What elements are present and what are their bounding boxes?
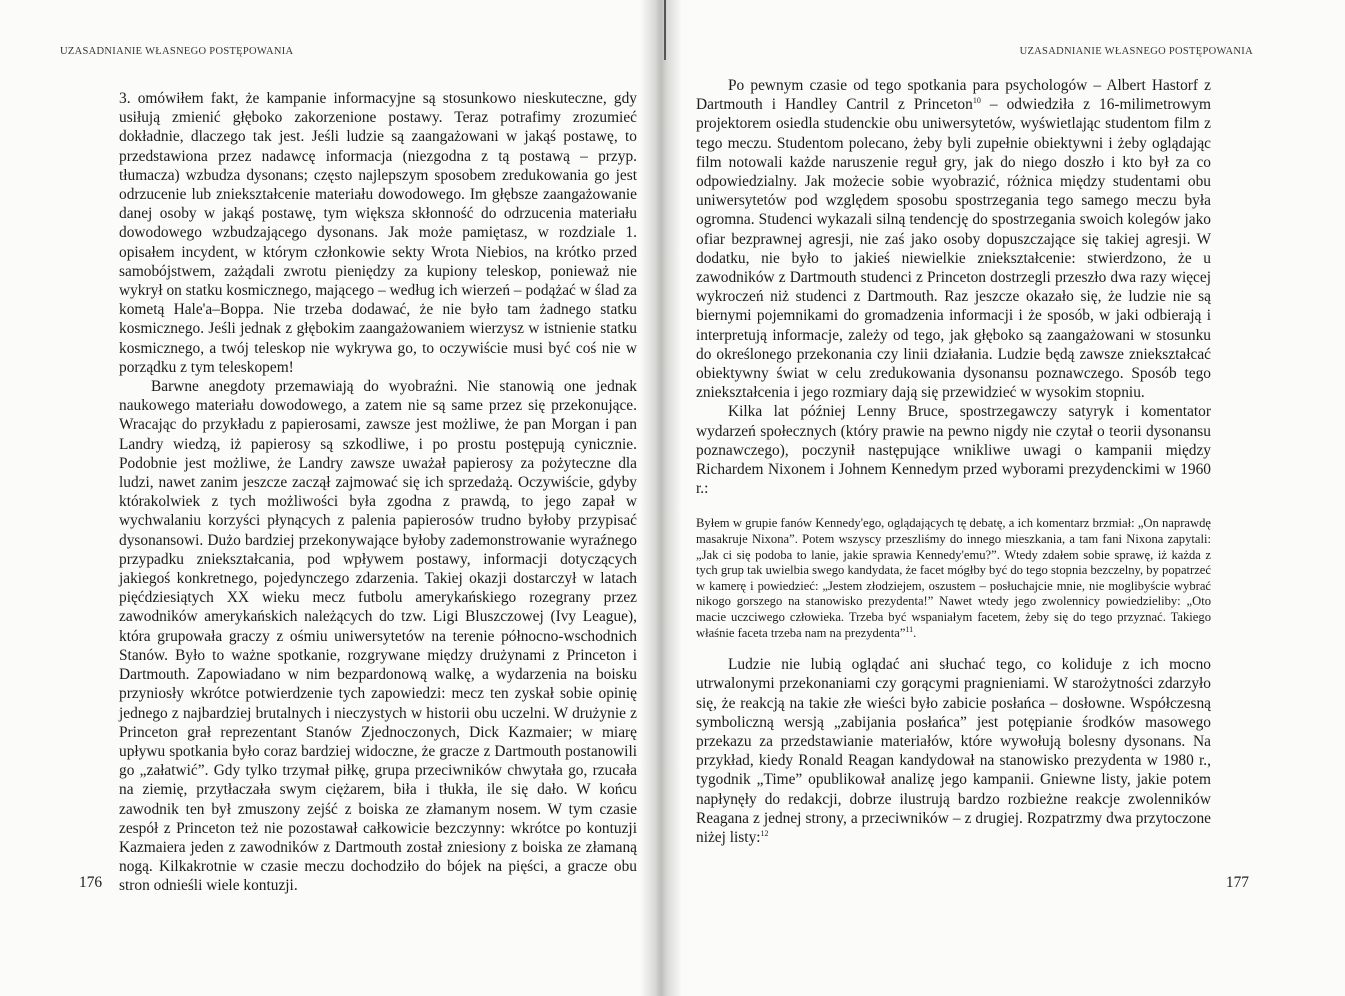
page-number-left: 176 [79,874,103,891]
quote-text: Byłem w grupie fanów Kennedy'ego, oglądających tę debatę, a ich komentarz brzmiał: „On naprawdę masakruje Nixona”. Potem wszyscy przeszliśmy do innego mieszkania, a tam fani Nixona zapytali: „Jak ci się podoba to lanie, jakie sprawia Kennedy'emu?”. Wtedy zdałem sobie sprawę, iż każda z tych grup tak uwielbia swego kandydata, że facet mógłby być do tego stopnia bezczelny, by popatrzeć w kamerę i powiedzieć: „Jestem złodziejem, oszustem – posłuchajcie mnie, nie moglibyście wybrać nikogo gorszego na stanowisko prezydenta!” Nawet wtedy jego zwolennicy powiedzieliby: „Oto macie uczciwego człowieka. Trzeba być wspaniałym facetem, żeby się do tego przyznać. Takiego właśnie faceta trzeba nam na prezydenta” [696,516,1211,640]
page-number-right: 177 [1225,874,1249,891]
paragraph [696,655,1211,847]
paragraph: 3. omówiłem fakt, że kampanie informacyjne są stosunkowo nieskuteczne, gdy usiłują zmienić głęboko zakorzenione postawy. Teraz potrafimy zrozumieć dokładnie, dlaczego tak jest. Jeśli ludzie są zaangażowani w jakąś postawę, to przedstawiona przez nadawcę informacja (niezgodna z tą postawą – przyp. tłumacza) wzbudza dysonans; często najlepszym sposobem zredukowania go jest odrzucenie lub zniekształcenie materiału dowodowego. Im głębsze zaangażowanie danej osoby w jakąś postawę, tym większa skłonność do odrzucenia materiału dowodowego wzbudzającego dysonans. Jak może pamiętasz, w rozdziale 1. opisałem incydent, w którym członkowie sekty Wrota Niebios, na krótko przed samobójstwem, zażądali zwrotu pieniędzy za kupiony teleskop, ponieważ nie wykrył on statku kosmicznego, mającego – według ich wierzeń – podążać w ślad za kometą Hale'a–Boppa. Nie trzeba dodawać, że nie było tam żadnego statku kosmicznego. Jeśli jednak z głębokim zaangażowaniem wierzysz w istnienie statku kosmicznego, a twój teleskop nie wykrywa go, to oczywiście musi być coś nie w porządku z tym teleskopem! [119,90,637,376]
gutter-mark [664,0,666,60]
quote-paragraph [696,516,1211,641]
book-gutter [640,0,682,996]
right-page-body [696,76,1211,847]
block-quote [696,516,1211,641]
running-header-left: UZASADNIANIE WŁASNEGO POSTĘPOWANIA [60,46,294,57]
paragraph-text: – odwiedziła z 16-milimetrowym projektorem osiedla studenckie obu uniwersytetów, wyświetlając studentom film z tego meczu. Studentom polecano, żeby byli zupełnie obiektywni i żeby oglądając film notowali każde naruszenie reguł gry, jak do niego doszło i kto był za co odpowiedzialny. Jak możecie sobie wyobrazić, różnica między studentami obu uniwersytetów pod względem sposobu spostrzegania tego samego meczu była ogromna. Studenci wykazali silną tendencję do spostrzegania swoich kolegów jako ofiar bezprawnej agresji, nie zaś jako osoby dopuszczające się takiej agresji. W dodatku, nie było to jakieś niewielkie zniekształcenie: stwierdzono, że u zawodników z Dartmouth studenci z Princeton dostrzegli przeszło dwa razy więcej wykroczeń niż studenci z Dartmouth. Raz jeszcze okazało się, że ludzie nie są biernymi pojemnikami do gromadzenia informacji i że sposób, w jaki odbierają i interpretują informacje, zależy od tego, jak głęboko są zaangażowani w stosunku do określonego przekonania czy linii działania. Ludzie będą zawsze zniekształcać obiektywny świat w celu zredukowania dysonansu poznawczego. Sposób tego zniekształcenia i jego rozmiary dają się przewidzieć w wysokim stopniu. [696,96,1211,402]
footnote-ref: 11 [905,624,914,634]
quote-end: . [913,625,917,640]
right-page [660,0,1345,996]
left-page [0,0,660,996]
left-page-body [119,89,637,896]
footnote-ref: 12 [760,828,769,838]
paragraph-text: Po pewnym czasie od tego spotkania para psychologów – Albert Hastorf z Dartmouth i Handley Cantril z Princeton [696,77,1211,114]
paragraph [696,76,1211,402]
paragraph: Kilka lat później Lenny Bruce, spostrzegawczy satyryk i komentator wydarzeń społecznych (który prawie na pewno nigdy nie czytał o teorii dysonansu poznawczego), poczynił następujące wnikliwe uwagi o kampanii między Richardem Nixonem i Johnem Kennedym przed wyborami prezydenckimi w 1960 r.: [696,403,1211,498]
footnote-ref: 10 [972,96,981,106]
paragraph-text: Ludzie nie lubią oglądać ani słuchać tego, co koliduje z ich mocno utrwalonymi przekonaniami czy gorącymi pragnieniami. W starożytności zdarzyło się, że reakcją na takie złe wieści było zabicie posłańca – dosłowne. Współczesną symboliczną wersją „zabijania posłańca” jest potępianie środków masowego przekazu za przedstawianie materiałów, które wywołują bolesny dysonans. Na przykład, kiedy Ronald Reagan kandydował na stanowisko prezydenta w 1980 r., tygodnik „Time” opublikował analizę jego kampanii. Gniewne listy, jakie potem napłynęły do redakcji, dobrze ilustrują bardzo rozbieżne reakcje zwolenników Reagana z jednej strony, a przeciwników – z drugiej. Rozpatrzmy dwa przytoczone niżej listy: [696,656,1211,847]
running-header-right: UZASADNIANIE WŁASNEGO POSTĘPOWANIA [1019,46,1253,57]
paragraph: Barwne anegdoty przemawiają do wyobraźni. Nie stanowią one jednak naukowego materiału dowodowego, a zatem nie są same przez się przekonujące. Wracając do przykładu z papierosami, zawsze jest możliwe, że pan Morgan i pan Landry wiedzą, iż papierosy są szkodliwe, i po prostu postępują cynicznie. Podobnie jest możliwe, że Landry zawsze uważał papierosy za pożyteczne dla ludzi, nawet zanim jeszcze zaczął zajmować się ich sprzedażą. Oczywiście, gdyby którakolwiek z tych możliwości była zgodna z prawdą, to jego zapał w wychwalaniu korzyści płynących z palenia papierosów trudno byłoby przypisać dysonansowi. Dużo bardziej przekonywające byłoby zademonstrowanie wyraźnego przypadku zniekształcania, pod wpływem postawy, informacji dotyczących jakiegoś konkretnego, pojedynczego zdarzenia. Takiej okazji dostarczył w latach pięćdziesiątych XX wieku mecz futbolu amerykańskiego rozegrany przez zawodników amerykańskich należących do tzw. Ligi Bluszczowej (Ivy League), która grupowała graczy z ośmiu uniwersytetów na terenie północno-wschodnich Stanów. Było to ważne spotkanie, rozgrywane między drużynami z Princeton i Dartmouth. Zapowiadano w nim bezpardonową walkę, a wydarzenia na boisku przyniosły wkrótce potwierdzenie tych zapowiedzi: mecz ten zyskał sobie opinię jednego z najbardziej brutalnych i nieczystych w historii obu uczelni. W drużynie z Princeton grał reprezentant Stanów Zjednoczonych, Dick Kazmaier; w miarę upływu spotkania było coraz bardziej widoczne, że gracze z Dartmouth postanowili go „załatwić”. Gdy tylko trzymał piłkę, grupa przeciwników chwytała go, rzucała na ziemię, przytłaczała swym ciężarem, biła i tłukła, ile się dało. W końcu zawodnik ten był zmuszony zejść z boiska ze złamanym nosem. W tym czasie zespół z Princeton też nie pozostawał całkowicie bezczynny: wkrótce po kontuzji Kazmaiera jeden z zawodników z Dartmouth został zniesiony z boiska ze złamaną nogą. Kilkakrotnie w czasie meczu dochodziło do bójek na pięści, a gracze obu stron odnieśli wiele kontuzji. [119,378,637,895]
